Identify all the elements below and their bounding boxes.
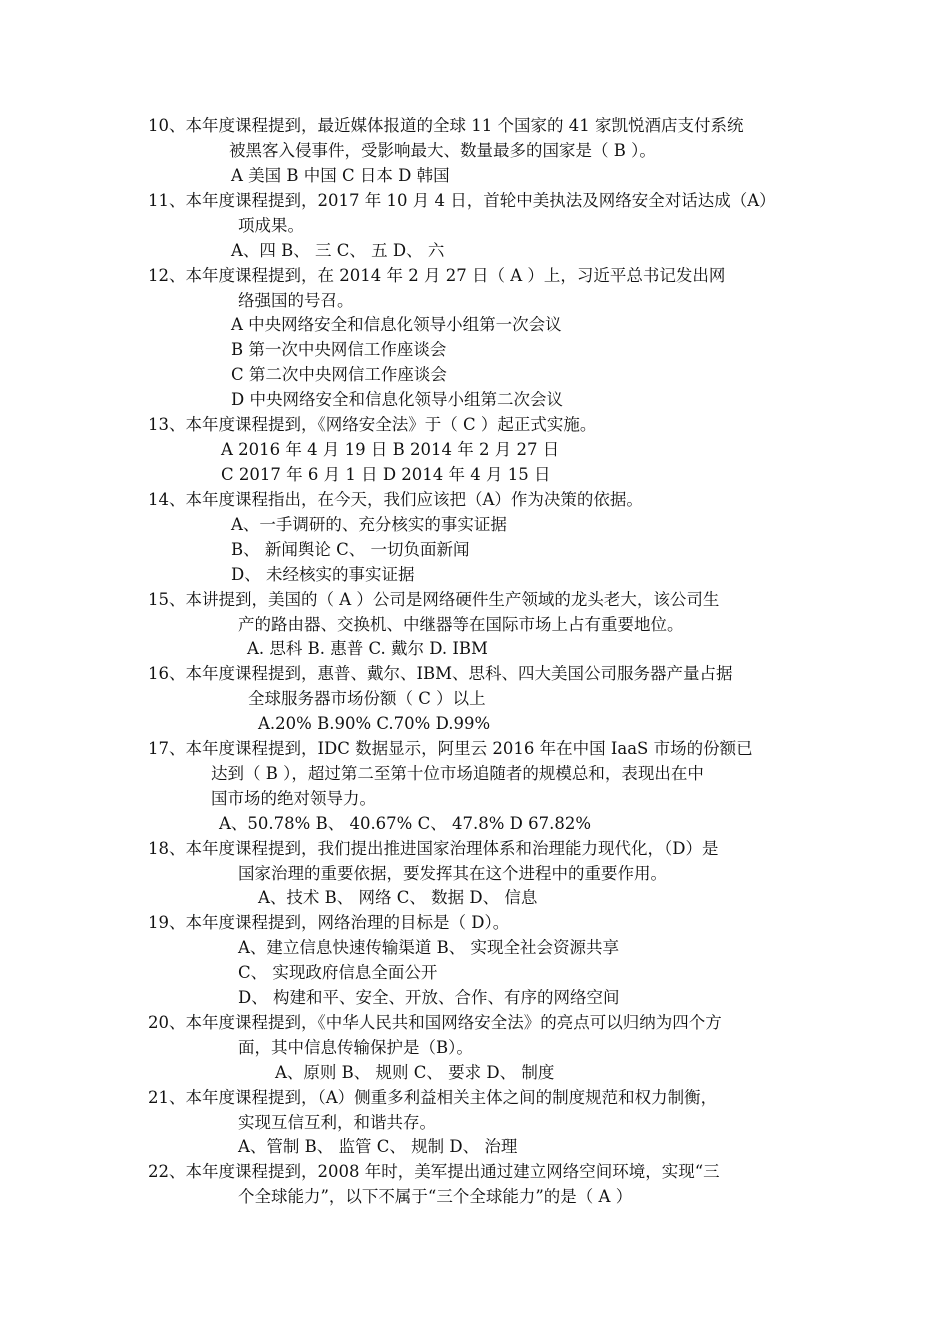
question-21-text: 21、本年度课程提到，（A）侧重多利益相关主体之间的制度规范和权力制衡， [148, 1088, 718, 1107]
question-12-option-d: D 中央网络安全和信息化领导小组第二次会议 [231, 390, 563, 409]
question-10-options: A 美国 B 中国 C 日本 D 韩国 [231, 166, 450, 185]
question-13-options: A 2016 年 4 月 19 日 B 2014 年 2 月 27 日 [221, 440, 560, 459]
question-20-text: 20、本年度课程提到，《中华人民共和国网络安全法》的亮点可以归纳为四个方 [148, 1013, 722, 1032]
question-22-text: 22、本年度课程提到，2008 年时，美军提出通过建立网络空间环境，实现“三 [148, 1162, 720, 1181]
question-20-options: A、原则 B、 规则 C、 要求 D、 制度 [275, 1063, 555, 1082]
question-19-option-d: D、 构建和平、安全、开放、合作、有序的网络空间 [238, 988, 620, 1007]
question-14-option-a: A、一手调研的、充分核实的事实证据 [231, 515, 507, 534]
question-21-text: 实现互信互利，和谐共存。 [238, 1113, 436, 1132]
question-21-options: A、管制 B、 监管 C、 规制 D、 治理 [238, 1137, 518, 1156]
question-12-option-c: C 第二次中央网信工作座谈会 [231, 365, 447, 384]
question-15-options: A. 思科 B. 惠普 C. 戴尔 D. IBM [247, 639, 488, 658]
question-19-options: A、建立信息快速传输渠道 B、 实现全社会资源共享 [238, 938, 620, 957]
question-22-text: 个全球能力”，以下不属于“三个全球能力”的是（ A ） [238, 1187, 633, 1206]
question-11-options: A、四 B、 三 C、 五 D、 六 [231, 241, 445, 260]
question-15-text: 15、本讲提到，美国的（ A ）公司是网络硬件生产领域的龙头老大，该公司生 [148, 590, 720, 609]
question-12-text: 12、本年度课程提到，在 2014 年 2 月 27 日（ A ）上，习近平总书记发出网 [148, 266, 726, 285]
question-10-text: 被黑客入侵事件，受影响最大、数量最多的国家是（ B ）。 [229, 141, 656, 160]
question-19-option-c: C、 实现政府信息全面公开 [238, 963, 438, 982]
question-14-option-d: D、 未经核实的事实证据 [231, 565, 415, 584]
question-10-text: 10、本年度课程提到，最近媒体报道的全球 11 个国家的 41 家凯悦酒店支付系统 [148, 116, 744, 135]
question-18-text: 18、本年度课程提到，我们提出推进国家治理体系和治理能力现代化，（D）是 [148, 839, 719, 858]
question-17-options: A、50.78% B、 40.67% C、 47.8% D 67.82% [219, 814, 592, 833]
question-16-text: 16、本年度课程提到，惠普、戴尔、IBM、思科、四大美国公司服务器产量占据 [148, 664, 733, 683]
question-17-text: 达到（ B ），超过第二至第十位市场追随者的规模总和，表现出在中 [211, 764, 704, 783]
question-17-text: 17、本年度课程提到，IDC 数据显示，阿里云 2016 年在中国 IaaS 市场的份额已 [148, 739, 753, 758]
question-14-text: 14、本年度课程指出，在今天，我们应该把（A）作为决策的依据。 [148, 490, 643, 509]
question-20-text: 面，其中信息传输保护是（B）。 [238, 1038, 473, 1057]
question-17-text: 国市场的绝对领导力。 [211, 789, 376, 808]
question-12-text: 络强国的号召。 [238, 291, 354, 310]
question-13-text: 13、本年度课程提到，《网络安全法》于（ C ）起正式实施。 [148, 415, 597, 434]
question-11-text: 11、本年度课程提到，2017 年 10 月 4 日，首轮中美执法及网络安全对话达成（A） [148, 191, 776, 210]
question-13-options: C 2017 年 6 月 1 日 D 2014 年 4 月 15 日 [221, 465, 551, 484]
question-12-option-a: A 中央网络安全和信息化领导小组第一次会议 [231, 315, 562, 334]
question-14-options: B、 新闻舆论 C、 一切负面新闻 [231, 540, 470, 559]
question-18-options: A、技术 B、 网络 C、 数据 D、 信息 [258, 888, 538, 907]
question-15-text: 产的路由器、交换机、中继器等在国际市场上占有重要地位。 [238, 615, 684, 634]
question-16-text: 全球服务器市场份额（ C ）以上 [248, 689, 486, 708]
question-11-text: 项成果。 [238, 216, 304, 235]
question-18-text: 国家治理的重要依据，要发挥其在这个进程中的重要作用。 [238, 864, 667, 883]
question-19-text: 19、本年度课程提到，网络治理的目标是（ D）。 [148, 913, 510, 932]
question-16-options: A.20% B.90% C.70% D.99% [258, 714, 491, 733]
question-12-option-b: B 第一次中央网信工作座谈会 [231, 340, 447, 359]
